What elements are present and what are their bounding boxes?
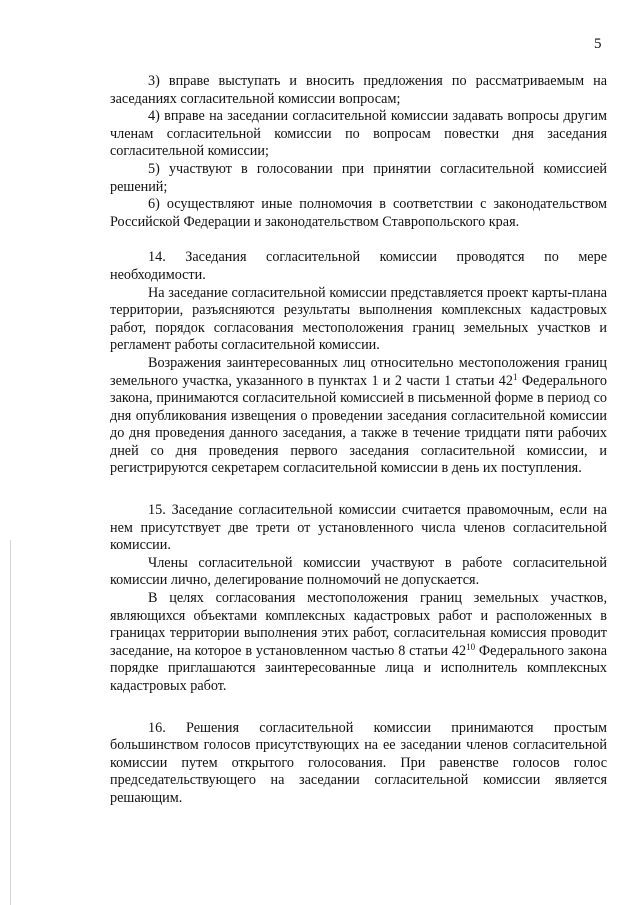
section-15-paragraph-1: 15. Заседание согласительной комиссии считается правомочным, если на нем присутствует две трети от установленного числа членов согласительной комиссии. — [110, 502, 607, 554]
document-body — [110, 73, 607, 808]
section-14-paragraph-2: На заседание согласительной комиссии представляется проект карты-плана территории, разъясняются результаты выполнения комплексных кадастровых работ, порядок согласования местоположения границ земельных участков и регламент работы согласительной комиссии. — [110, 284, 607, 354]
section-16-paragraph-1: 16. Решения согласительной комиссии принимаются простым большинством голосов присутствующих на ее заседании членов согласительной комиссии путем открытого голосования. При равенстве голосов голос председательствующего на заседании согласительной комиссии является решающим. — [110, 719, 607, 806]
section-14-paragraph-1: 14. Заседания согласительной комиссии проводятся по мере необходимости. — [110, 249, 607, 283]
item-5: 5) участвуют в голосовании при принятии согласительной комиссией решений; — [110, 160, 607, 195]
section-14-article-superscript: 1 — [513, 371, 518, 382]
section-14-paragraph-3-text-b: Федерального закона, принимаются согласительной комиссией в письменной форме в период со дня опубликования извещения о проведении заседания согласительной комиссии до дня проведения данного заседания, а также в течение тридцати пяти рабочих дней со дня проведения первого заседания согласительной комиссии, и регистрируются секретарем согласительной комиссии в день их поступления. — [110, 372, 607, 477]
section-15-article-superscript: 10 — [466, 641, 476, 652]
section-15-paragraph-3-text-a: В целях согласования местоположения границ земельных участков, являющихся объектами комплексных кадастровых работ и расположенных в границах территории выполнения этих работ, согласительная комиссия проводит заседание, на которое в установленном частью 8 статьи 42 — [110, 590, 607, 659]
item-4: 4) вправе на заседании согласительной комиссии задавать вопросы другим членам согласительной комиссии по вопросам повестки дня заседания согласительной комиссии; — [110, 108, 607, 160]
section-15-paragraph-3-text-b: Федерального закона порядке приглашаются заинтересованные лица и исполнитель комплексных кадастровых работ. — [110, 642, 607, 694]
scan-edge-line — [10, 540, 11, 905]
section-14-paragraph-3-text-a: Возражения заинтересованных лиц относительно местоположения границ земельного участка, указанного в пунктах 1 и 2 части 1 статьи 42 — [110, 354, 607, 389]
section-15-paragraph-2: Члены согласительной комиссии участвуют в работе согласительной комиссии лично, делегирование полномочий не допускается. — [110, 554, 607, 589]
item-6: 6) осуществляют иные полномочия в соответствии с законодательством Российской Федерации и законодательством Ставропольского края. — [110, 196, 607, 230]
section-14-paragraph-3 — [110, 355, 607, 478]
page-number: 5 — [594, 36, 602, 52]
item-3: 3) вправе выступать и вносить предложения по рассматриваемым на заседаниях согласительной комиссии вопросам; — [110, 73, 607, 107]
section-15-paragraph-3 — [110, 590, 607, 696]
